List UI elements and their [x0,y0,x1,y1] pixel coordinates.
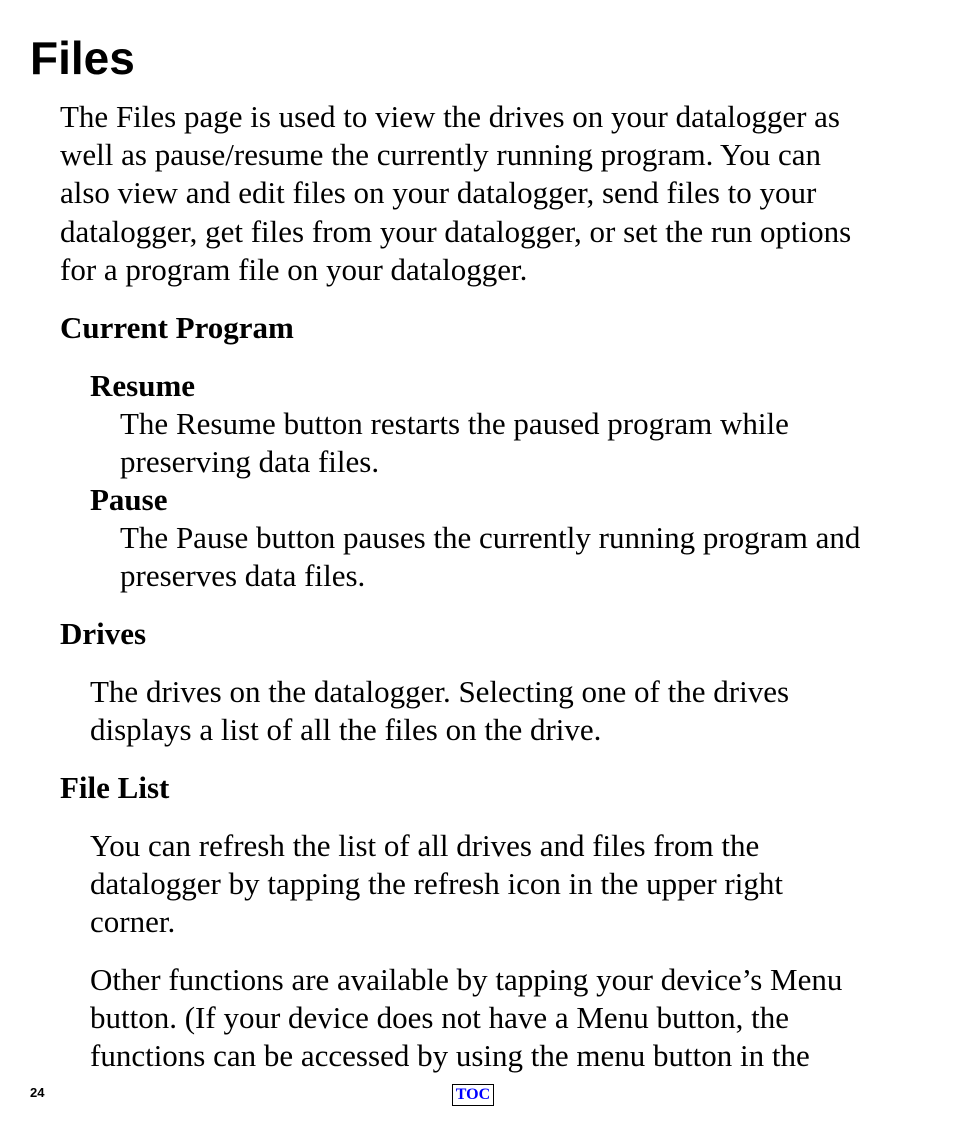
resume-line: preserving data files. [120,444,380,480]
intro-line: The Files page is used to view the drives on your datalogger as [60,99,840,134]
drives-line: displays a list of all the files on the drive. [90,712,602,748]
current-program-heading: Current Program [60,310,294,345]
resume-line: The Resume button restarts the paused program while [120,406,789,441]
intro-line: datalogger, get files from your datalogger, or set the run options [60,213,852,249]
file-list-paragraph-1 [90,827,783,942]
resume-heading: Resume [90,368,196,403]
page-number: 24 [30,1085,45,1100]
file-list-line: button. (If your device does not have a Menu button, the [90,1000,790,1036]
file-list-line: corner. [90,904,176,940]
pause-description [120,519,860,595]
drives-line: The drives on the datalogger. Selecting one of the drives [90,674,790,709]
file-list-heading: File List [60,770,170,805]
intro-line: also view and edit files on your datalogger, send files to your [60,175,817,211]
file-list-line: Other functions are available by tapping your device’s Menu [90,962,843,997]
pause-heading: Pause [90,482,168,517]
pause-line: preserves data files. [120,558,366,594]
file-list-line: datalogger by tapping the refresh icon in the upper right [90,866,783,902]
file-list-paragraph-2 [90,961,842,1076]
intro-line: well as pause/resume the currently running program. You can [60,137,822,173]
toc-link[interactable]: TOC [452,1084,494,1106]
file-list-line: functions can be accessed by using the menu button in the [90,1038,810,1074]
intro-line: for a program file on your datalogger. [60,251,528,287]
drives-heading: Drives [60,616,147,651]
page-title: Files [30,32,135,84]
intro-paragraph [60,98,851,289]
drives-description [90,673,789,749]
resume-description [120,405,789,481]
file-list-line: You can refresh the list of all drives and files from the [90,828,760,863]
pause-line: The Pause button pauses the currently running program and [120,520,861,555]
